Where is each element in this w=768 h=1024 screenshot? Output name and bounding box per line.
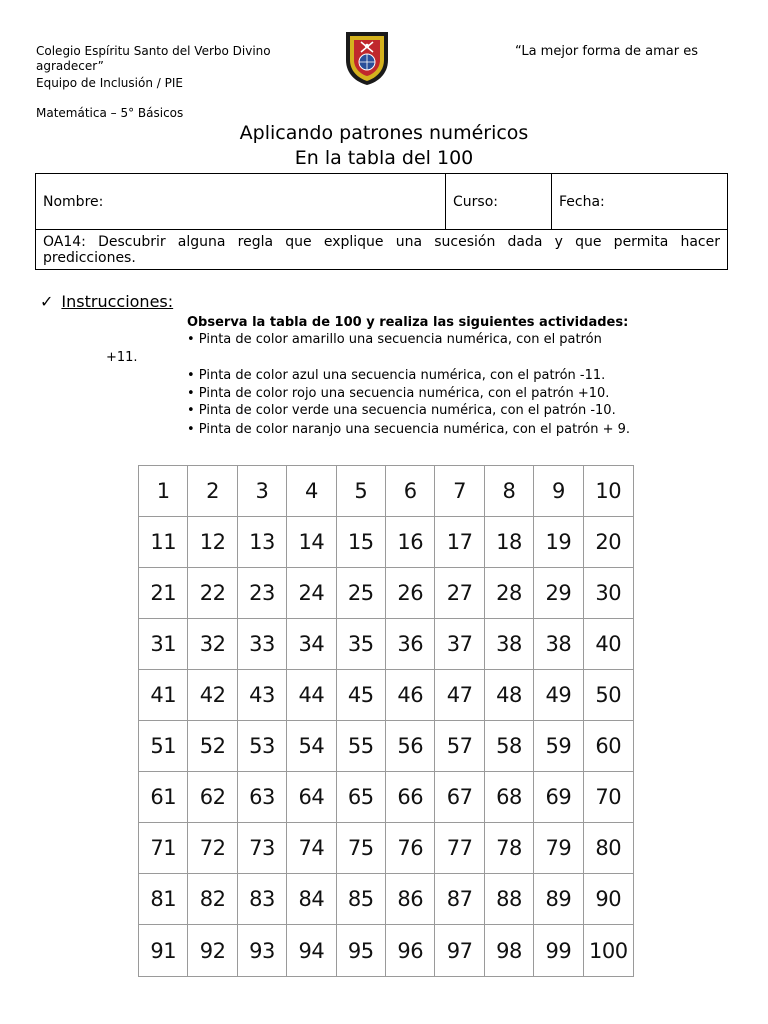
table-cell[interactable]: 60 (584, 721, 633, 772)
table-cell[interactable]: 69 (534, 772, 583, 823)
table-cell[interactable]: 59 (534, 721, 583, 772)
table-cell[interactable]: 81 (139, 874, 188, 925)
table-cell[interactable]: 84 (287, 874, 336, 925)
course-field[interactable]: Curso: (446, 174, 552, 229)
table-cell[interactable]: 9 (534, 466, 583, 517)
instruction-item-orange: • Pinta de color naranjo una secuencia numérica, con el patrón + 9. (187, 422, 631, 437)
table-cell[interactable]: 91 (139, 925, 188, 976)
school-crest-icon (344, 30, 390, 86)
table-cell[interactable]: 100 (589, 938, 628, 963)
table-cell[interactable]: 44 (287, 670, 336, 721)
table-cell[interactable]: 61 (139, 772, 188, 823)
table-cell[interactable]: 13 (238, 517, 287, 568)
table-cell[interactable]: 3 (238, 466, 287, 517)
info-row (36, 174, 727, 230)
table-cell[interactable]: 36 (386, 619, 435, 670)
page-subtitle: En la tabla del 100 (294, 147, 474, 169)
table-cell[interactable]: 96 (386, 925, 435, 976)
table-cell[interactable]: 78 (485, 823, 534, 874)
table-cell[interactable]: 8 (485, 466, 534, 517)
table-cell[interactable]: 5 (337, 466, 386, 517)
date-field[interactable]: Fecha: (559, 193, 605, 210)
table-cell[interactable]: 53 (238, 721, 287, 772)
table-cell[interactable]: 65 (337, 772, 386, 823)
instruction-item-red: • Pinta de color rojo una secuencia numérica, con el patrón +10. (187, 386, 610, 401)
table-cell[interactable]: 55 (337, 721, 386, 772)
table-cell[interactable]: 54 (287, 721, 336, 772)
table-cell[interactable]: 75 (337, 823, 386, 874)
table-cell[interactable]: 92 (188, 925, 237, 976)
learning-objective: OA14: Descubrir alguna regla que explique una sucesión dada y que permita hacer predicciones. (43, 234, 720, 266)
table-cell[interactable]: 98 (485, 925, 534, 976)
table-cell[interactable]: 66 (386, 772, 435, 823)
table-cell[interactable]: 87 (435, 874, 484, 925)
subject-label: Matemática – 5° Básicos (36, 106, 184, 120)
table-cell[interactable]: 17 (435, 517, 484, 568)
team-name: Equipo de Inclusión / PIE (36, 76, 183, 90)
table-cell[interactable]: 40 (584, 619, 633, 670)
table-cell[interactable]: 25 (337, 568, 386, 619)
table-cell[interactable]: 18 (485, 517, 534, 568)
table-cell[interactable]: 47 (435, 670, 484, 721)
table-cell[interactable]: 56 (386, 721, 435, 772)
table-cell[interactable]: 22 (188, 568, 237, 619)
checkmark-icon: ✓ (40, 292, 54, 311)
table-cell[interactable]: 90 (584, 874, 633, 925)
table-cell[interactable]: 30 (584, 568, 633, 619)
school-name: Colegio Espíritu Santo del Verbo Divino agradecer” (36, 44, 271, 73)
table-cell[interactable]: 41 (139, 670, 188, 721)
table-cell[interactable]: 77 (435, 823, 484, 874)
table-cell[interactable]: 88 (485, 874, 534, 925)
table-cell[interactable]: 82 (188, 874, 237, 925)
table-cell[interactable]: 15 (337, 517, 386, 568)
student-info-box (35, 173, 728, 270)
header-quote: “La mejor forma de amar es (515, 44, 699, 59)
table-cell[interactable]: 57 (435, 721, 484, 772)
table-cell[interactable]: 67 (435, 772, 484, 823)
table-cell[interactable]: 24 (287, 568, 336, 619)
table-cell[interactable]: 63 (238, 772, 287, 823)
table-cell[interactable]: 38 (485, 619, 534, 670)
table-cell[interactable]: 16 (386, 517, 435, 568)
table-cell[interactable]: 27 (435, 568, 484, 619)
table-cell[interactable]: 70 (584, 772, 633, 823)
table-cell[interactable]: 7 (435, 466, 484, 517)
table-cell[interactable]: 89 (534, 874, 583, 925)
table-cell[interactable]: 33 (238, 619, 287, 670)
name-field[interactable]: Nombre: (36, 174, 446, 229)
instruction-item-yellow: • Pinta de color amarillo una secuencia numérica, con el patrón (187, 332, 602, 347)
table-cell[interactable]: 86 (386, 874, 435, 925)
table-cell[interactable]: 11 (139, 517, 188, 568)
table-cell[interactable]: 42 (188, 670, 237, 721)
table-cell[interactable]: 58 (485, 721, 534, 772)
table-cell[interactable]: 37 (435, 619, 484, 670)
table-cell[interactable]: 76 (386, 823, 435, 874)
table-cell[interactable]: 83 (238, 874, 287, 925)
table-cell[interactable]: 43 (238, 670, 287, 721)
table-cell[interactable]: 32 (188, 619, 237, 670)
table-cell[interactable]: 64 (287, 772, 336, 823)
table-cell[interactable]: 28 (485, 568, 534, 619)
table-cell[interactable]: 46 (386, 670, 435, 721)
table-cell[interactable]: 85 (337, 874, 386, 925)
table-cell[interactable]: 38 (534, 619, 583, 670)
table-cell[interactable]: 74 (287, 823, 336, 874)
table-cell[interactable]: 4 (287, 466, 336, 517)
instructions-title: Observa la tabla de 100 y realiza las siguientes actividades: (187, 315, 629, 330)
table-cell[interactable]: 10 (584, 466, 633, 517)
table-cell[interactable]: 20 (584, 517, 633, 568)
table-cell[interactable]: 80 (584, 823, 633, 874)
instructions-heading (40, 292, 173, 311)
hundred-chart (138, 465, 634, 977)
table-cell[interactable]: 29 (534, 568, 583, 619)
table-cell[interactable]: 49 (534, 670, 583, 721)
instruction-item-green: • Pinta de color verde una secuencia numérica, con el patrón -10. (187, 403, 616, 418)
table-cell[interactable]: 93 (238, 925, 287, 976)
table-cell[interactable]: 50 (584, 670, 633, 721)
table-cell[interactable]: 72 (188, 823, 237, 874)
table-cell[interactable]: 97 (435, 925, 484, 976)
table-cell[interactable]: 12 (188, 517, 237, 568)
table-cell[interactable]: 48 (485, 670, 534, 721)
table-cell[interactable]: 73 (238, 823, 287, 874)
instruction-item-blue: • Pinta de color azul una secuencia numérica, con el patrón -11. (187, 368, 606, 383)
table-cell[interactable]: 94 (287, 925, 336, 976)
table-cell[interactable]: 51 (139, 721, 188, 772)
table-cell[interactable]: 34 (287, 619, 336, 670)
table-cell[interactable]: 35 (337, 619, 386, 670)
table-cell[interactable]: 19 (534, 517, 583, 568)
instruction-item-yellow-cont: +11. (106, 350, 138, 365)
table-cell[interactable]: 23 (238, 568, 287, 619)
table-cell[interactable]: 62 (188, 772, 237, 823)
page-title: Aplicando patrones numéricos (239, 122, 529, 144)
table-cell[interactable]: 52 (188, 721, 237, 772)
table-cell[interactable]: 21 (139, 568, 188, 619)
table-cell[interactable]: 6 (386, 466, 435, 517)
table-cell[interactable]: 2 (188, 466, 237, 517)
table-cell[interactable]: 31 (139, 619, 188, 670)
table-cell[interactable]: 71 (139, 823, 188, 874)
table-cell[interactable]: 45 (337, 670, 386, 721)
table-cell[interactable]: 14 (287, 517, 336, 568)
table-cell[interactable]: 95 (337, 925, 386, 976)
table-cell[interactable]: 26 (386, 568, 435, 619)
table-cell[interactable]: 99 (534, 925, 583, 976)
table-cell[interactable]: 1 (139, 466, 188, 517)
instructions-label: Instrucciones: (61, 292, 174, 311)
table-cell[interactable]: 68 (485, 772, 534, 823)
table-cell[interactable]: 79 (534, 823, 583, 874)
